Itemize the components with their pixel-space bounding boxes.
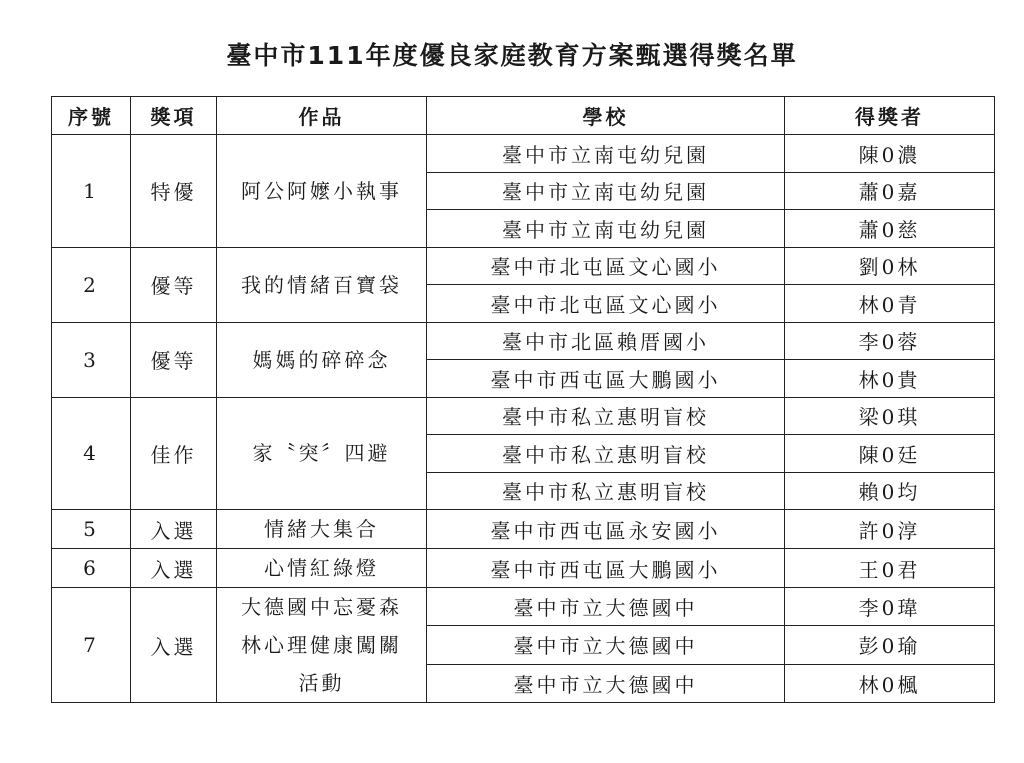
winner-name: 陳0廷 [785,435,995,473]
header-school: 學校 [427,97,785,135]
winner-name: 林0貴 [785,360,995,398]
table-row [52,397,995,435]
work-title-line: 活動 [298,671,345,695]
entry-number: 1 [52,135,131,248]
school-name: 臺中市立大德國中 [427,664,785,702]
winner-name: 林0青 [785,285,995,323]
entry-number: 6 [52,549,131,588]
winner-name: 王0君 [785,549,995,588]
table-row [52,322,995,360]
work-title: 家〝突〞四避 [217,397,427,510]
work-title: 我的情緒百寶袋 [217,247,427,322]
work-title-line: 大德國中忘憂森 [241,595,402,619]
award-level: 特優 [131,135,217,248]
entry-number: 4 [52,397,131,510]
winner-name: 劉0林 [785,247,995,285]
winner-name: 李0瑋 [785,588,995,626]
work-title: 媽媽的碎碎念 [217,322,427,397]
entry-number: 2 [52,247,131,322]
work-title: 心情紅綠燈 [217,549,427,588]
winner-name: 陳0濃 [785,135,995,173]
award-level: 優等 [131,322,217,397]
header-no: 序號 [52,97,131,135]
school-name: 臺中市立南屯幼兒園 [427,210,785,248]
school-name: 臺中市立大德國中 [427,626,785,664]
entry-number: 7 [52,588,131,703]
school-name: 臺中市北屯區文心國小 [427,285,785,323]
winner-name: 彭0瑜 [785,626,995,664]
work-title-line: 林心理健康闖關 [241,633,402,657]
school-name: 臺中市西屯區永安國小 [427,510,785,549]
winner-name: 李0蓉 [785,322,995,360]
award-level: 入選 [131,549,217,588]
school-name: 臺中市西屯區大鵬國小 [427,549,785,588]
award-table [51,96,995,703]
table-row [52,247,995,285]
winner-name: 許0淳 [785,510,995,549]
school-name: 臺中市私立惠明盲校 [427,435,785,473]
award-level: 入選 [131,588,217,703]
award-level: 入選 [131,510,217,549]
page-title: 臺中市111年度優良家庭教育方案甄選得獎名單 [226,41,798,70]
winner-name: 蕭0嘉 [785,172,995,210]
winner-name: 蕭0慈 [785,210,995,248]
work-title: 阿公阿嬤小執事 [217,135,427,248]
award-level: 優等 [131,247,217,322]
winner-name: 梁0琪 [785,397,995,435]
table-row [52,510,995,549]
header-award: 獎項 [131,97,217,135]
entry-number: 3 [52,322,131,397]
school-name: 臺中市西屯區大鵬國小 [427,360,785,398]
winner-name: 賴0均 [785,472,995,510]
winner-name: 林0楓 [785,664,995,702]
school-name: 臺中市立南屯幼兒園 [427,135,785,173]
table-row [52,588,995,626]
header-work: 作品 [217,97,427,135]
school-name: 臺中市北區賴厝國小 [427,322,785,360]
award-level: 佳作 [131,397,217,510]
table-row [52,135,995,173]
school-name: 臺中市立南屯幼兒園 [427,172,785,210]
school-name: 臺中市私立惠明盲校 [427,397,785,435]
table-row [52,549,995,588]
table-header-row [52,97,995,135]
school-name: 臺中市私立惠明盲校 [427,472,785,510]
work-title [217,588,427,703]
header-winner: 得獎者 [785,97,995,135]
work-title: 情緒大集合 [217,510,427,549]
school-name: 臺中市立大德國中 [427,588,785,626]
entry-number: 5 [52,510,131,549]
school-name: 臺中市北屯區文心國小 [427,247,785,285]
